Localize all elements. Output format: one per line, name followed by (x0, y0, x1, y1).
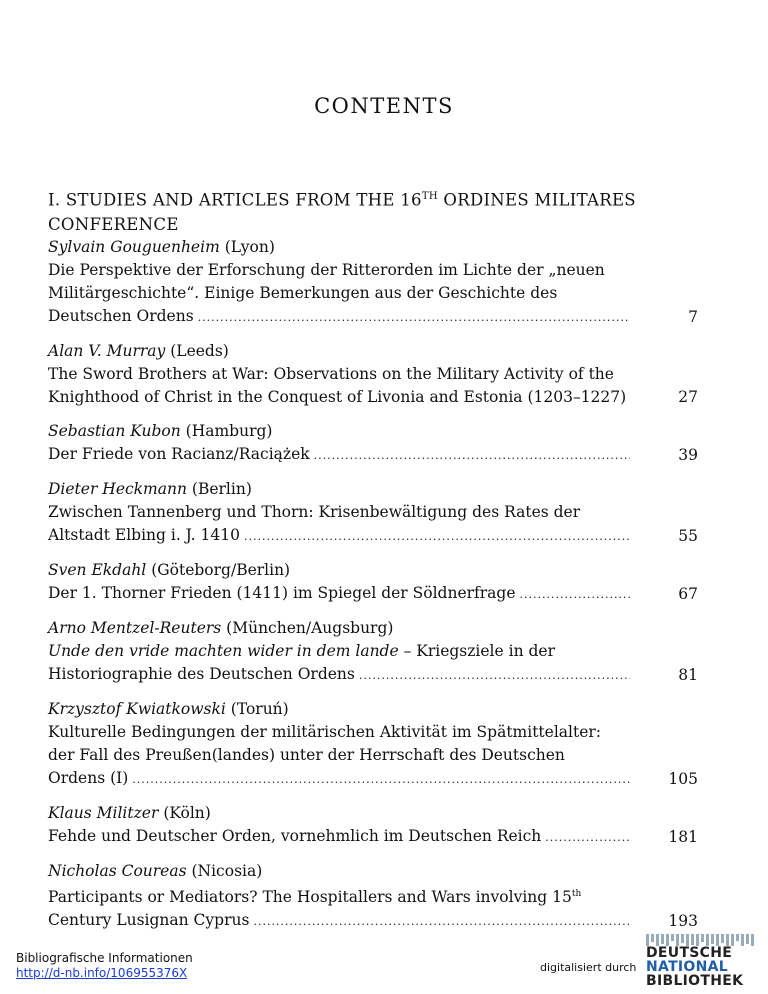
toc-entry (48, 340, 698, 409)
page-title: CONTENTS (314, 94, 454, 118)
entry-author: Sylvain Gouguenheim (48, 238, 220, 256)
entry-author: Alan V. Murray (48, 342, 166, 360)
entry-title[interactable]: Zwischen Tannenberg und Thorn: Krisenbewältigung des Rates der Altstadt Elbing i. J. 1410 ..... 55 (48, 501, 698, 548)
entry-title[interactable]: Der Friede von Racianz/Raciążek ..... 39 (48, 443, 698, 467)
entry-place: (Köln) (163, 804, 211, 822)
dnb-link[interactable]: http://d-nb.info/106955376X (16, 966, 188, 980)
entry-place: (Göteborg/Berlin) (151, 561, 291, 579)
page-number: 55 (678, 527, 698, 545)
toc-entry (48, 478, 698, 548)
entry-place: (Nicosia) (191, 862, 263, 880)
toc-entry (48, 559, 698, 606)
toc-entry (48, 617, 698, 687)
entry-title[interactable]: Kulturelle Bedingungen der militärischen Aktivität im Spätmittelalter: der Fall des Preußen(landes) unter der Herrschaft des Deutschen Ordens (I) ..... 105 (48, 721, 698, 791)
page-number: 105 (668, 770, 698, 788)
entry-author: Arno Mentzel-Reuters (48, 619, 222, 637)
entry-title[interactable]: Der 1. Thorner Frieden (1411) im Spiegel der Söldnerfrage ..... 67 (48, 582, 698, 606)
digitized-by-label: digitalisiert durch (540, 961, 637, 974)
section-heading: I. STUDIES AND ARTICLES FROM THE 16TH ORDINES MILITARES CONFERENCE (48, 190, 636, 234)
toc-entry (48, 698, 698, 791)
entry-place: (Leeds) (170, 342, 229, 360)
entry-author: Dieter Heckmann (48, 480, 187, 498)
entry-title[interactable]: The Sword Brothers at War: Observations on the Military Activity of the Knighthood of Christ in the Conquest of Livonia and Estonia (1203–1227) 27 (48, 363, 698, 409)
entry-place: (Lyon) (224, 238, 275, 256)
dot-leader (253, 910, 630, 933)
page-number: 39 (678, 446, 698, 464)
entry-place: (Berlin) (191, 480, 252, 498)
entry-title[interactable]: Unde den vride machten wider in dem lande – Kriegsziele in der Historiographie des Deutschen Ordens ..... 81 (48, 640, 698, 687)
dot-leader (132, 768, 630, 791)
toc-entry (48, 802, 698, 849)
page-number: 81 (678, 666, 698, 684)
dot-leader (198, 306, 630, 329)
dot-leader (359, 664, 630, 687)
entry-author: Krzysztof Kwiatkowski (48, 700, 226, 718)
page-number: 27 (678, 388, 698, 406)
toc-entry (48, 860, 698, 933)
dot-leader (545, 826, 630, 849)
dot-leader (314, 444, 630, 467)
page-number: 67 (678, 585, 698, 603)
bibliographic-info-label: Bibliografische Informationen (16, 951, 193, 965)
entry-title[interactable]: Fehde und Deutscher Orden, vornehmlich im Deutschen Reich ..... 181 (48, 825, 698, 849)
dot-leader (244, 525, 630, 548)
toc-entry (48, 236, 698, 329)
toc-entries (48, 236, 698, 944)
dnb-logo: DEUTSCHE NATIONAL BIBLIOTHEK (646, 934, 758, 988)
entry-place: (Hamburg) (185, 422, 273, 440)
entry-title[interactable]: Participants or Mediators? The Hospitallers and Wars involving 15th Century Lusignan Cyprus ..... 193 (48, 883, 698, 933)
bibliographic-info (16, 951, 193, 981)
entry-author: Klaus Militzer (48, 804, 159, 822)
entry-author: Nicholas Coureas (48, 862, 187, 880)
entry-place: (Toruń) (230, 700, 289, 718)
dot-leader (520, 583, 630, 606)
toc-entry (48, 420, 698, 467)
entry-place: (München/Augsburg) (226, 619, 394, 637)
page-number: 181 (668, 828, 698, 846)
page-number: 193 (668, 912, 698, 931)
page-number: 7 (688, 308, 698, 326)
entry-author: Sven Ekdahl (48, 561, 147, 579)
entry-author: Sebastian Kubon (48, 422, 181, 440)
entry-title[interactable]: Die Perspektive der Erforschung der Ritterorden im Lichte der „neuen Militärgeschichte“. Einige Bemerkungen aus der Geschichte des Deutschen Ordens ..... 7 (48, 259, 698, 329)
